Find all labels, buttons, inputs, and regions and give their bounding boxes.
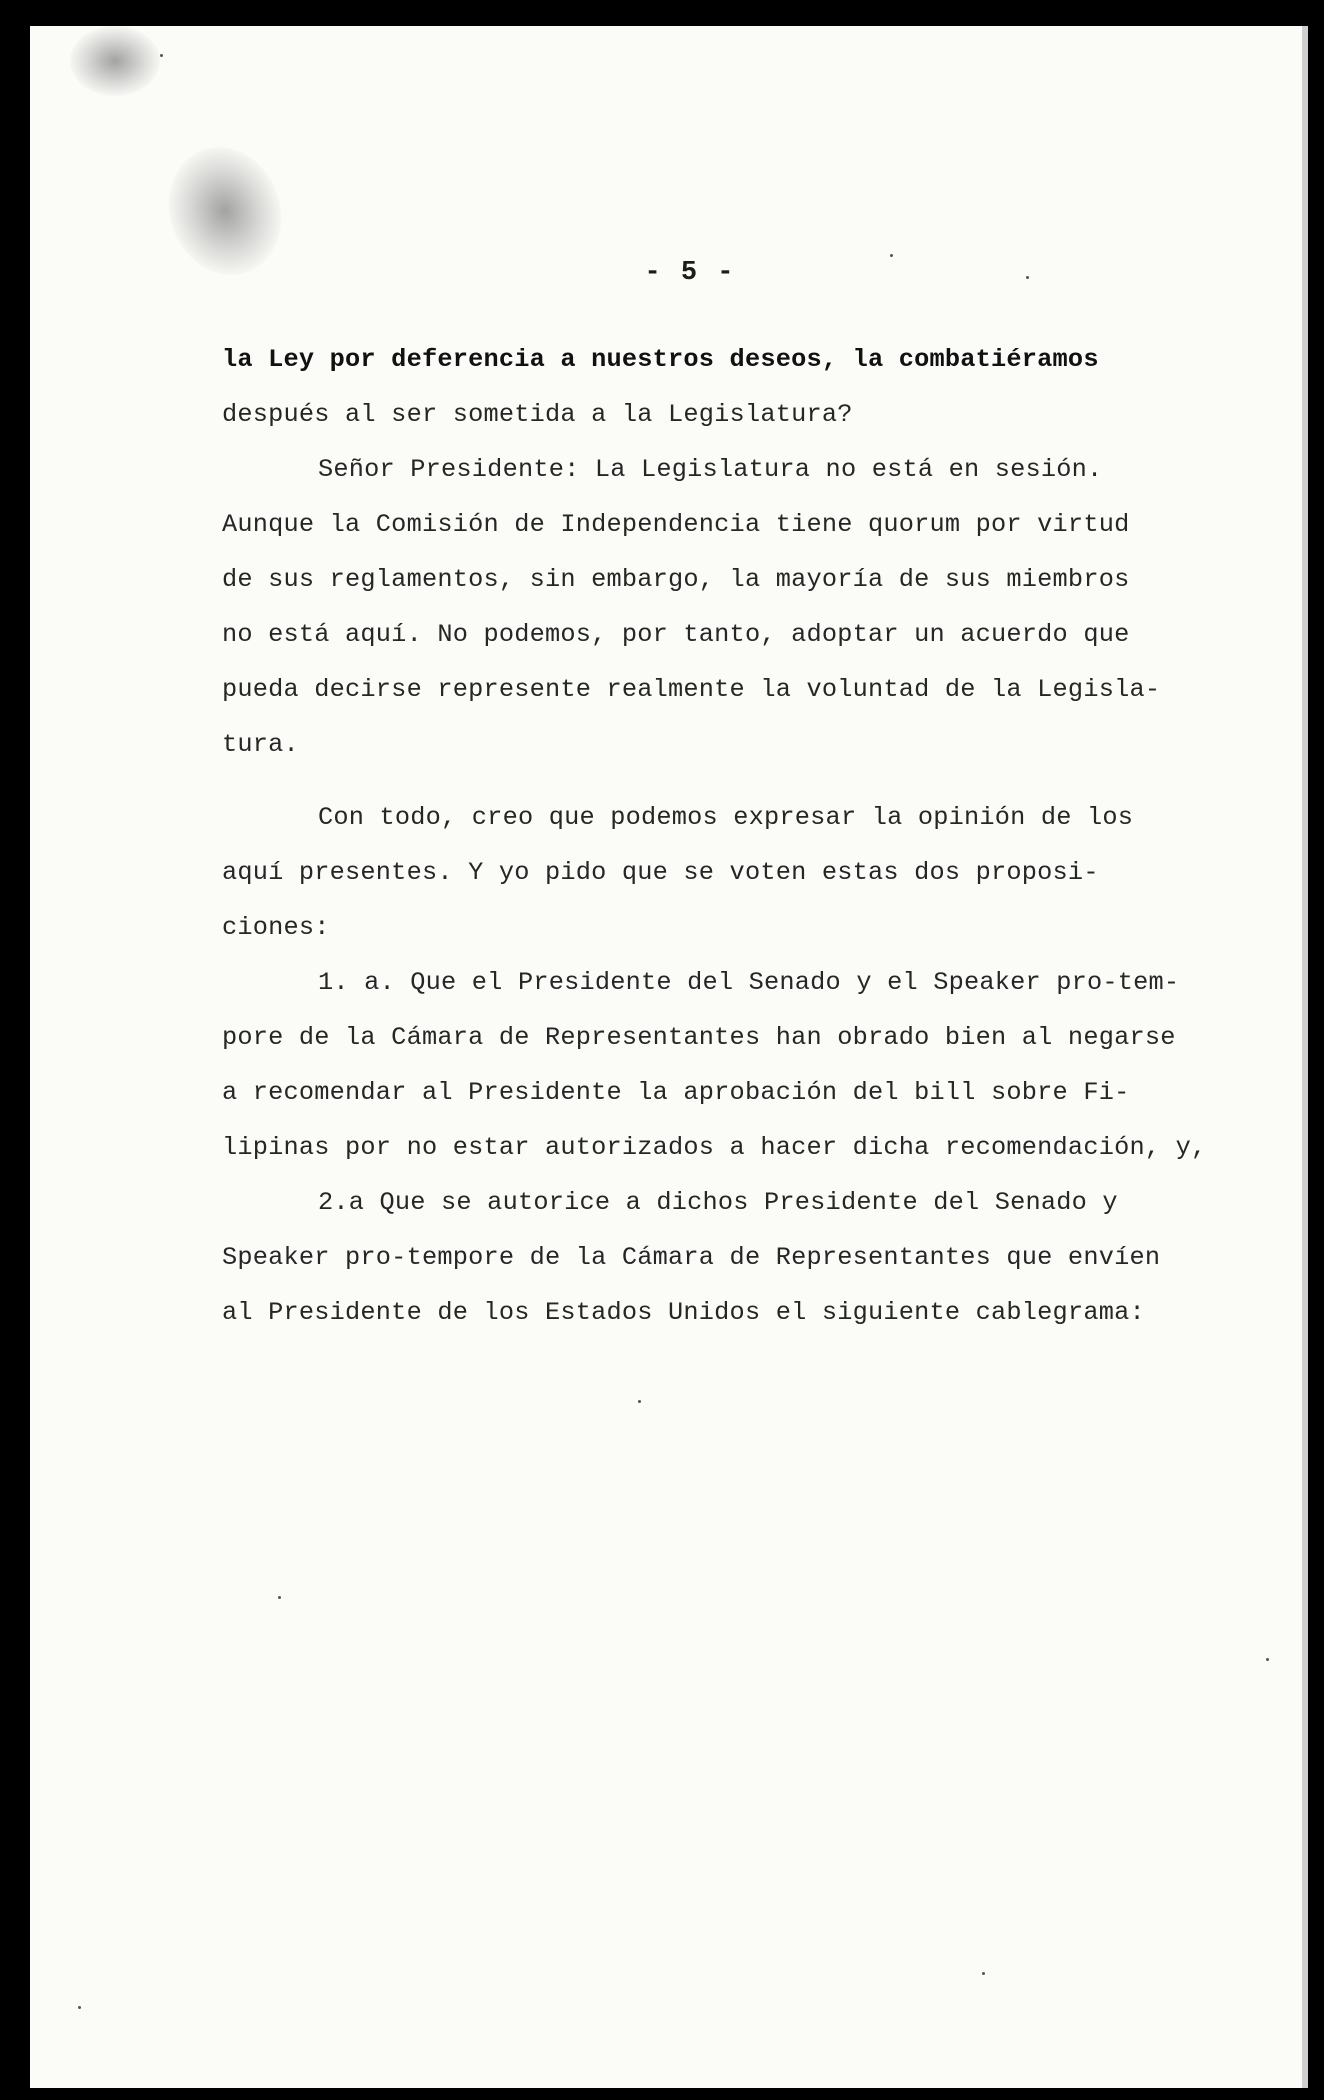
- text-line: 1. a. Que el Presidente del Senado y el Speaker pro-tem-: [318, 968, 1180, 997]
- text-line: lipinas por no estar autorizados a hacer dicha recomendación, y,: [222, 1133, 1207, 1162]
- text-line: la Ley por deferencia a nuestros deseos, la combatiéramos: [222, 345, 1099, 374]
- document-page: [30, 26, 1308, 2088]
- document-body: [222, 332, 1252, 1340]
- scan-speck: [982, 1972, 985, 1975]
- scan-smudge: [70, 26, 160, 96]
- text-line: ciones:: [222, 913, 330, 942]
- scan-speck: [638, 1400, 641, 1403]
- text-line: después al ser sometida a la Legislatura?: [222, 400, 853, 429]
- text-line: Señor Presidente: La Legislatura no está en sesión.: [318, 455, 1103, 484]
- scan-speck: [160, 54, 163, 57]
- scan-speck: [278, 1596, 281, 1599]
- page-number: - 5 -: [644, 258, 736, 288]
- text-line: 2.a Que se autorice a dichos Presidente del Senado y: [318, 1188, 1118, 1217]
- scan-speck: [890, 254, 893, 257]
- text-line: Aunque la Comisión de Independencia tiene quorum por virtud: [222, 510, 1130, 539]
- text-line: Con todo, creo que podemos expresar la opinión de los: [318, 803, 1134, 832]
- scan-smudge: [151, 131, 299, 291]
- text-line: tura.: [222, 730, 299, 759]
- text-line: no está aquí. No podemos, por tanto, adoptar un acuerdo que: [222, 620, 1130, 649]
- text-line: Speaker pro-tempore de la Cámara de Representantes que envíen: [222, 1243, 1161, 1272]
- text-line: de sus reglamentos, sin embargo, la mayoría de sus miembros: [222, 565, 1130, 594]
- text-line: a recomendar al Presidente la aprobación del bill sobre Fi-: [222, 1078, 1130, 1107]
- scan-speck: [1266, 1658, 1269, 1661]
- text-line: aquí presentes. Y yo pido que se voten estas dos proposi-: [222, 858, 1099, 887]
- text-line: al Presidente de los Estados Unidos el siguiente cablegrama:: [222, 1298, 1145, 1327]
- scan-speck: [78, 2006, 81, 2009]
- scan-speck: [1026, 276, 1029, 279]
- text-line: pore de la Cámara de Representantes han obrado bien al negarse: [222, 1023, 1176, 1052]
- text-line: pueda decirse represente realmente la voluntad de la Legisla-: [222, 675, 1161, 704]
